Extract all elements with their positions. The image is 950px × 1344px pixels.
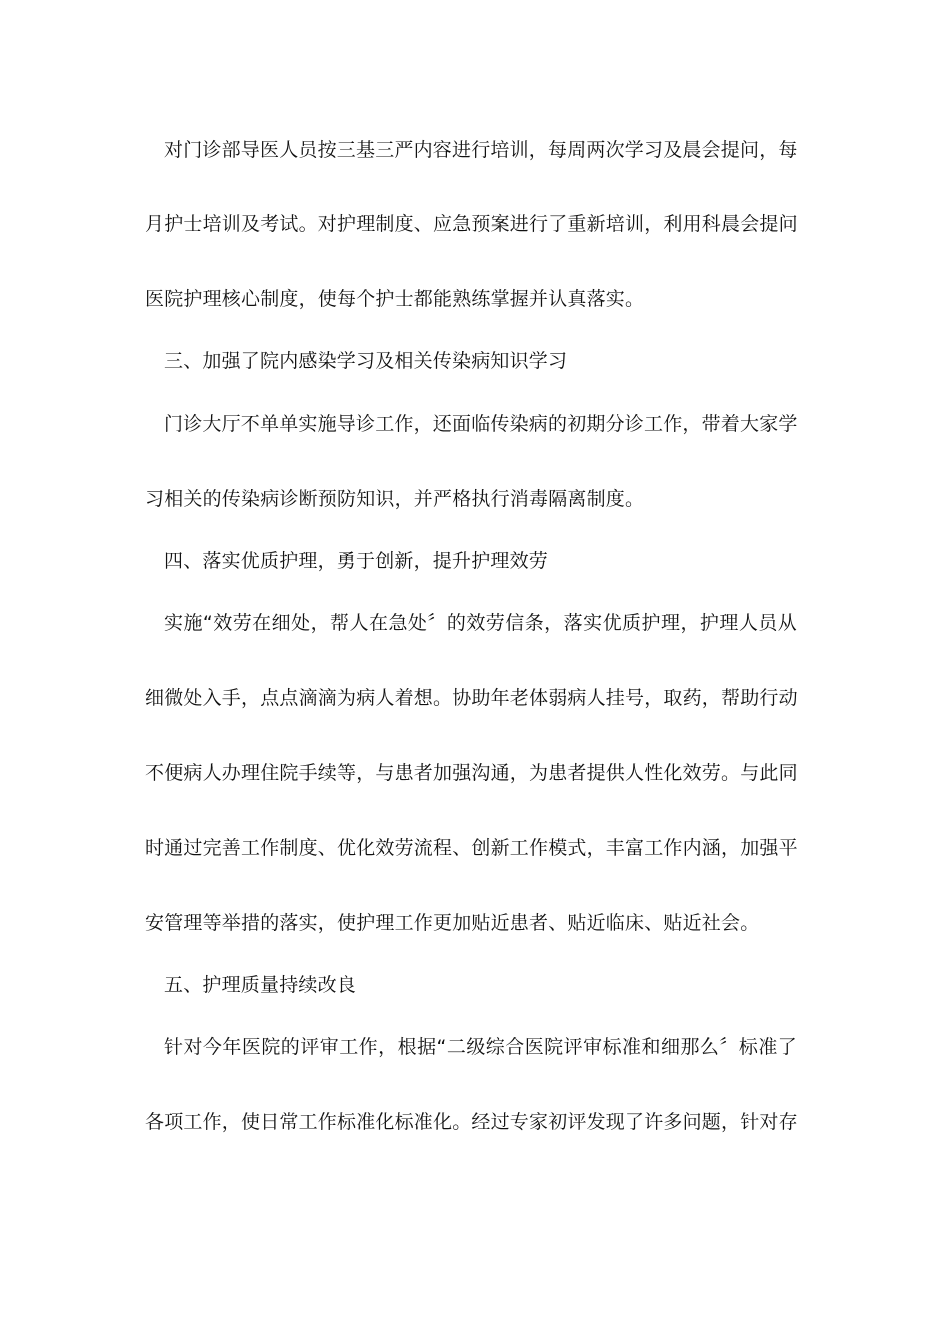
section-heading: 五、护理质量持续改良 [164, 974, 357, 996]
paragraph-line: 月护士培训及考试。对护理制度、应急预案进行了重新培训，利用科晨会提问 [145, 213, 798, 235]
section-heading: 三、加强了院内感染学习及相关传染病知识学习 [164, 350, 568, 372]
paragraph-line: 不便病人办理住院手续等，与患者加强沟通，为患者提供人性化效劳。与此同 [145, 762, 798, 784]
paragraph-line: 时通过完善工作制度、优化效劳流程、创新工作模式，丰富工作内涵，加强平 [145, 837, 798, 859]
paragraph-line: 细微处入手，点点滴滴为病人着想。协助年老体弱病人挂号，取药，帮助行动 [145, 687, 798, 709]
paragraph-line: 习相关的传染病诊断预防知识，并严格执行消毒隔离制度。 [145, 488, 645, 510]
paragraph-line: 医院护理核心制度，使每个护士都能熟练掌握并认真落实。 [145, 288, 645, 310]
paragraph-line: 门诊大厅不单单实施导诊工作，还面临传染病的初期分诊工作，带着大家学 [164, 413, 798, 435]
paragraph-line: 各项工作，使日常工作标准化标准化。经过专家初评发现了许多问题，针对存 [145, 1111, 798, 1133]
paragraph-line: 针对今年医院的评审工作，根据“二级综合医院评审标准和细那么〞标准了 [164, 1036, 797, 1058]
paragraph-line: 安管理等举措的落实，使护理工作更加贴近患者、贴近临床、贴近社会。 [145, 912, 760, 934]
paragraph-line: 实施“效劳在细处，帮人在急处〞的效劳信条，落实优质护理，护理人员从 [164, 612, 797, 634]
section-heading: 四、落实优质护理，勇于创新，提升护理效劳 [164, 550, 549, 572]
paragraph-line: 对门诊部导医人员按三基三严内容进行培训，每周两次学习及晨会提问，每 [164, 139, 798, 161]
